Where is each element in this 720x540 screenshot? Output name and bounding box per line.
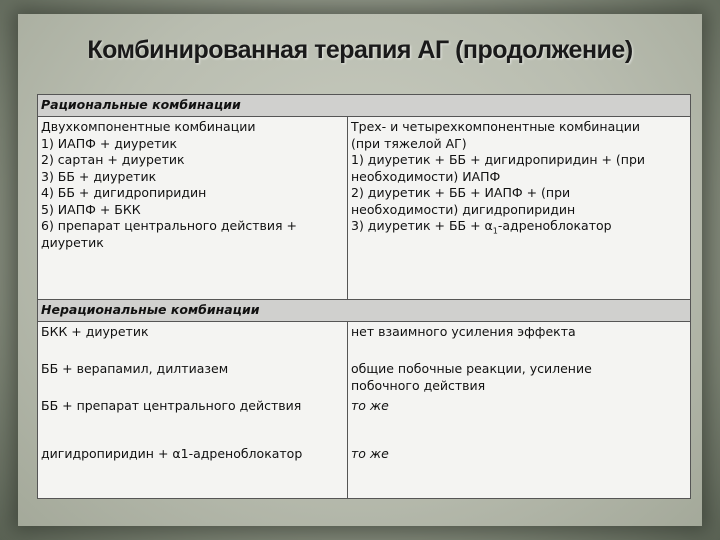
irrational-right-1: нет взаимного усиления эффекта	[351, 324, 576, 339]
irrational-right-2	[351, 361, 687, 398]
irrational-left-1: БКК + диуретик	[41, 324, 149, 339]
irrational-right-2a: общие побочные реакции, усиление	[351, 361, 592, 376]
rational-header: Рациональные комбинации	[38, 95, 691, 117]
irrational-header: Нерациональные комбинации	[38, 300, 691, 322]
list-item: диуретик	[41, 234, 104, 250]
two-component-cell	[38, 117, 348, 300]
rational-header-row	[38, 95, 691, 117]
combinations-table	[37, 94, 691, 499]
irrational-header-row	[38, 300, 691, 322]
multi-component-cell	[348, 117, 691, 300]
irrational-body-row	[38, 322, 691, 499]
list-item-text: 3) диуретик + ББ + α	[351, 218, 493, 233]
slide-title: Комбинированная терапия АГ (продолжение)	[87, 36, 633, 64]
irrational-right-4: то же	[351, 446, 389, 461]
irrational-left-4: дигидропиридин + α1-адреноблокатор	[41, 446, 303, 461]
two-component-title: Двухкомпонентные комбинации	[41, 119, 256, 134]
list-item: 4) ББ + дигидропиридин	[41, 185, 207, 200]
list-item: 6) препарат центрального действия +	[41, 218, 297, 233]
list-item	[351, 218, 687, 240]
multi-component-title: Трех- и четырехкомпонентные комбинации	[351, 119, 641, 134]
list-item: 2) диуретик + ББ + ИАПФ + (при	[351, 185, 571, 200]
irrational-left-2: ББ + верапамил, дилтиазем	[41, 361, 229, 376]
list-item: 5) ИАПФ + БКК	[41, 201, 141, 217]
list-item: необходимости) ИАПФ	[351, 168, 501, 184]
list-item: 3) ББ + диуретик	[41, 168, 157, 184]
list-item: 1) ИАПФ + диуретик	[41, 135, 178, 151]
list-item: необходимости) дигидропиридин	[351, 201, 576, 217]
irrational-right-3: то же	[351, 398, 389, 413]
list-item: 2) сартан + диуретик	[41, 152, 185, 167]
irrational-right-cell	[348, 322, 691, 499]
subscript: 1	[492, 226, 498, 236]
list-item: 1) диуретик + ББ + дигидропиридин + (при	[351, 152, 646, 167]
irrational-left-3: ББ + препарат центрального действия	[41, 398, 302, 413]
irrational-right-2b: побочного действия	[351, 377, 486, 393]
list-item-text-end: -адреноблокатор	[497, 218, 612, 233]
multi-component-subtitle: (при тяжелой АГ)	[351, 135, 467, 151]
irrational-left-cell	[38, 322, 348, 499]
rational-body-row	[38, 117, 691, 300]
